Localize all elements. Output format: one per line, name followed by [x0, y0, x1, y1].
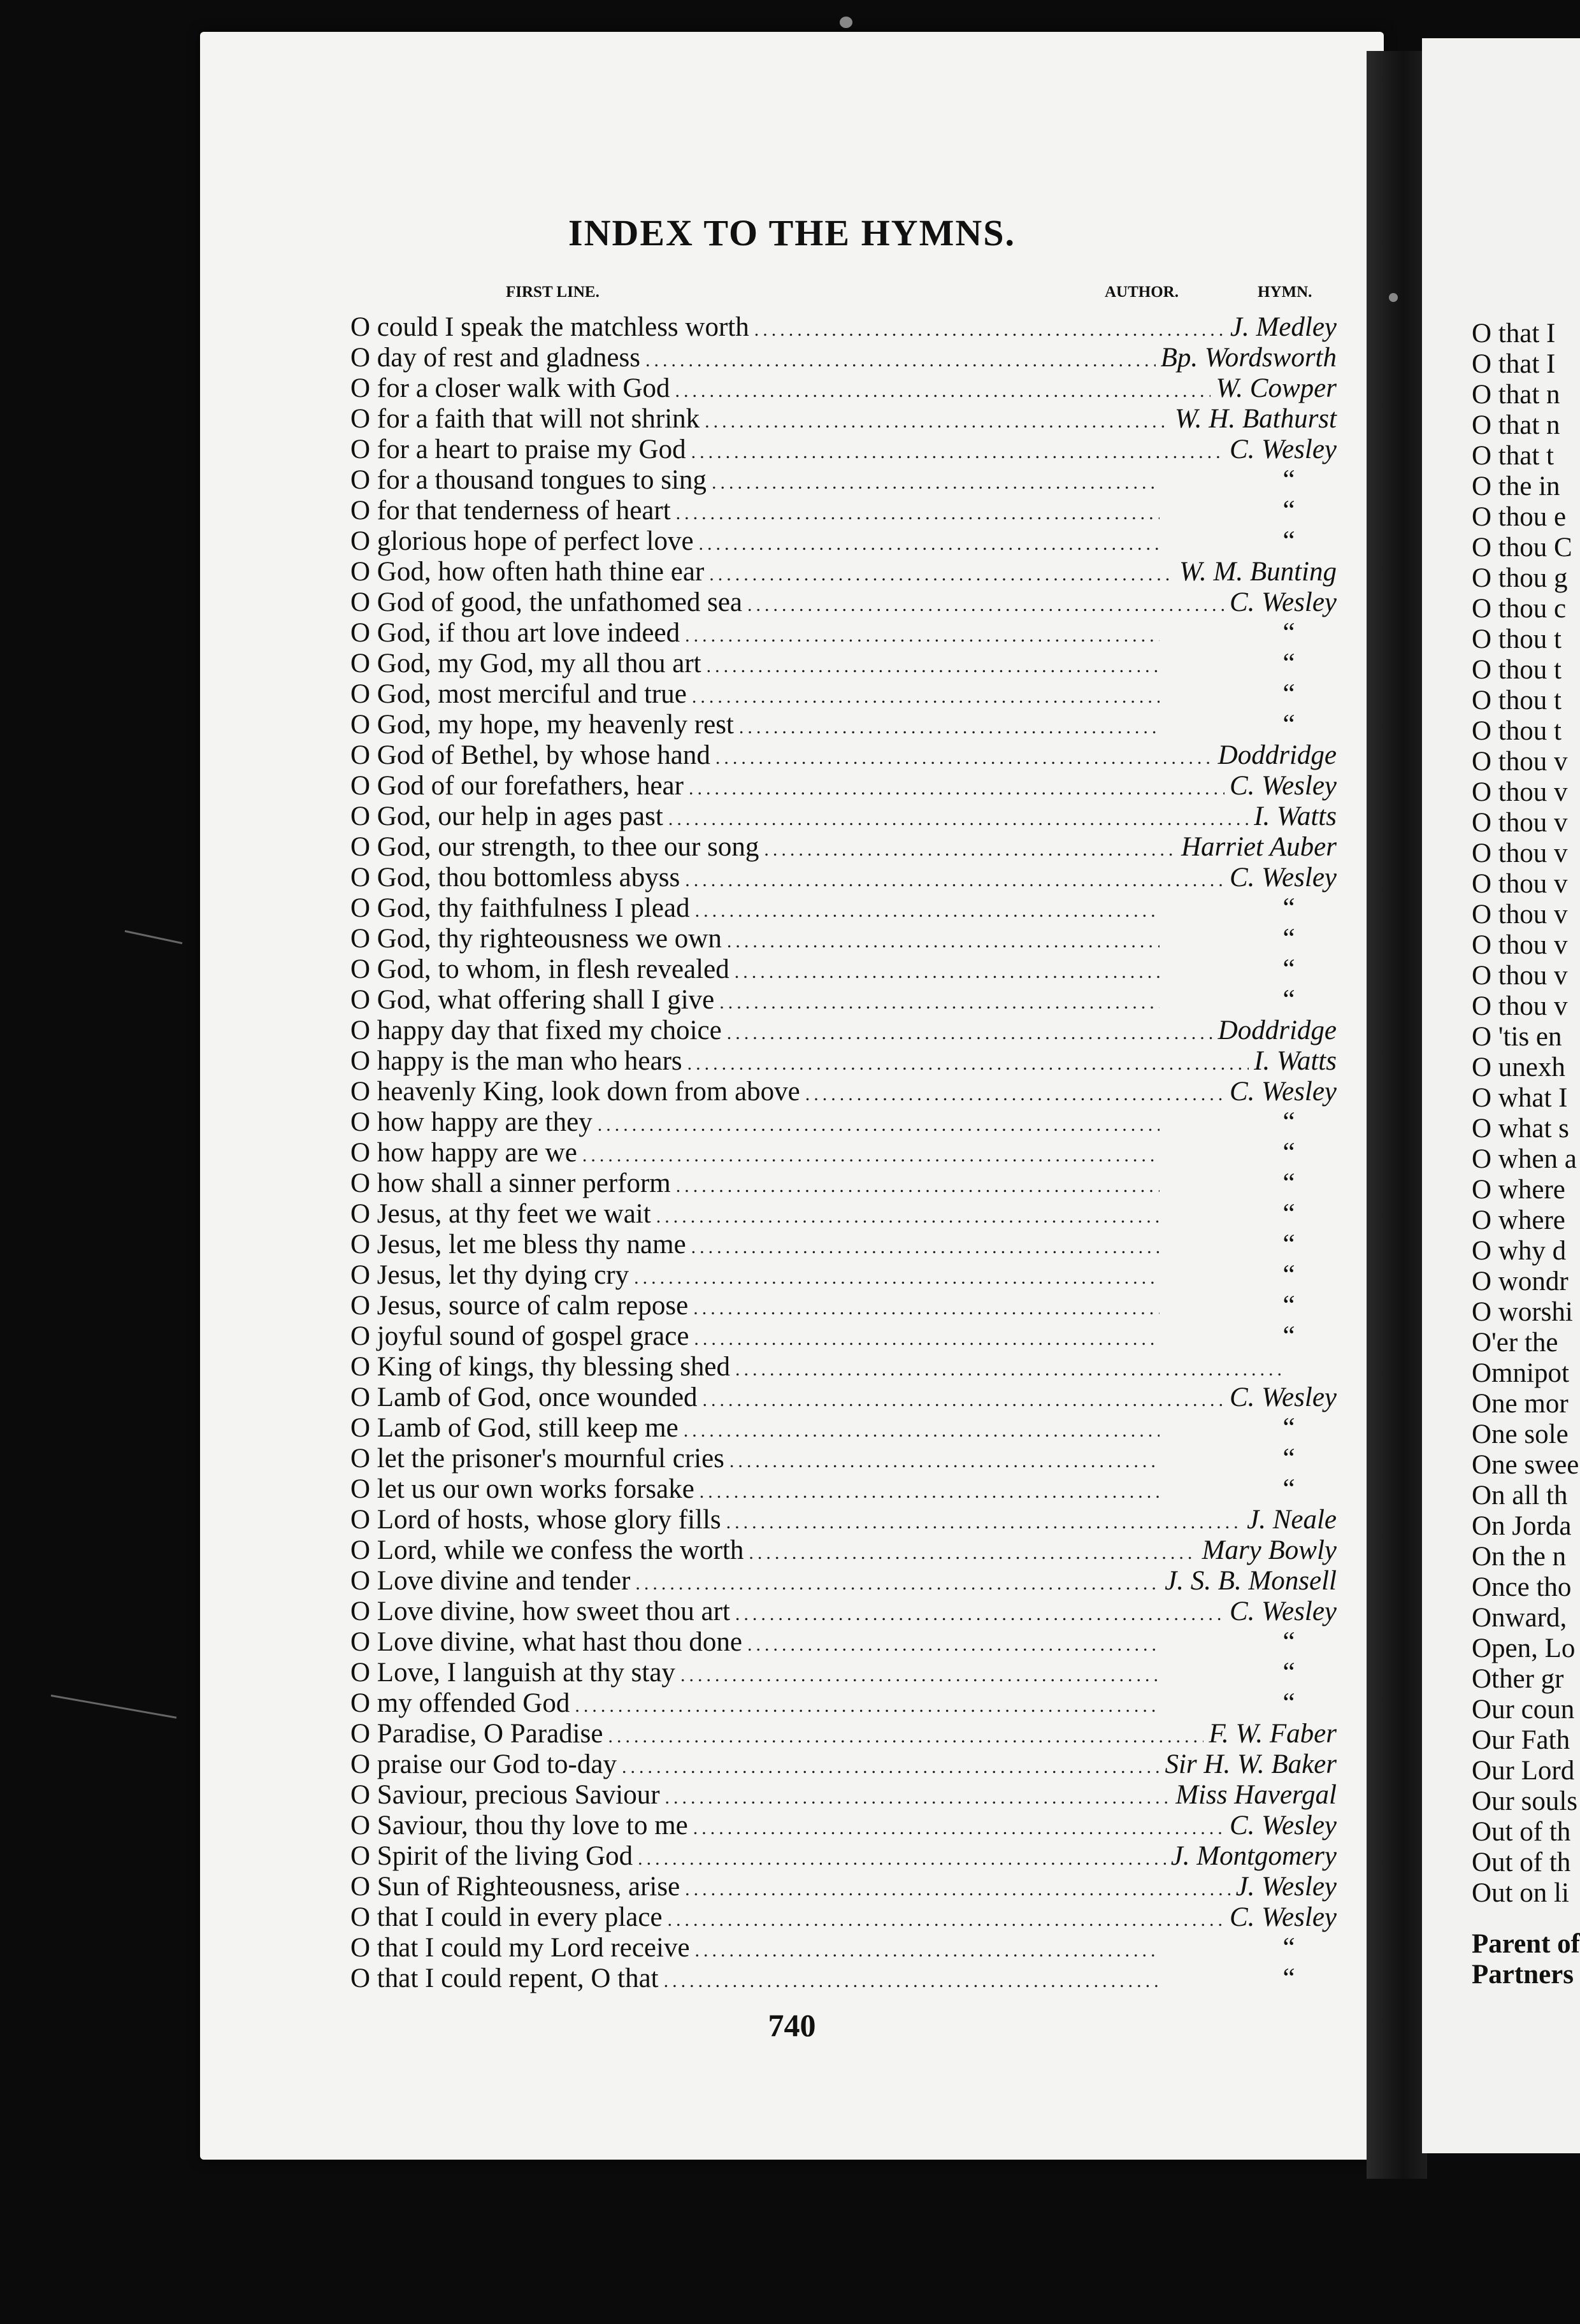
entry-author: “: [1282, 1963, 1295, 1993]
right-index-entry: Open, Lo: [1472, 1633, 1576, 1663]
index-entry: [350, 893, 1408, 924]
dot-leader: [729, 1446, 1160, 1477]
index-entry: [350, 1107, 1408, 1138]
entry-first-line: O God, our strength, to thee our song: [350, 832, 759, 862]
entry-first-line: O let us our own works forsake: [350, 1474, 694, 1504]
entry-first-line: O heavenly King, look down from above: [350, 1077, 800, 1107]
entry-first-line: O that I could my Lord receive: [350, 1933, 690, 1963]
entry-first-line: O God, thou bottomless abyss: [350, 863, 680, 893]
index-entry: [350, 924, 1408, 954]
dot-leader: [685, 620, 1160, 651]
index-entry: [350, 1627, 1408, 1658]
entry-first-line: O Lord, while we confess the worth: [350, 1535, 744, 1565]
index-entry: [350, 373, 1408, 404]
dot-leader: [693, 1293, 1160, 1324]
dot-leader: [739, 712, 1160, 743]
index-entry: [350, 404, 1408, 434]
entry-first-line: O Jesus, source of calm repose: [350, 1291, 689, 1321]
entry-author: Bp. Wordsworth: [1160, 343, 1337, 373]
right-index-entry: O thou t: [1472, 716, 1562, 746]
right-index-entry: O thou v: [1472, 838, 1568, 868]
index-entry: [350, 496, 1408, 526]
entry-first-line: O King of kings, thy blessing shed: [350, 1352, 731, 1382]
index-entry: [350, 1046, 1408, 1077]
right-page: [1422, 38, 1580, 2153]
right-index-entry: O thou v: [1472, 991, 1568, 1021]
dot-leader: [709, 559, 1174, 590]
dot-leader: [684, 1416, 1160, 1446]
entry-first-line: O God, if thou art love indeed: [350, 618, 680, 648]
index-entry: [350, 1872, 1408, 1902]
right-index-entry: O that I: [1472, 319, 1556, 348]
entry-first-line: O Love, I languish at thy stay: [350, 1658, 675, 1688]
entry-first-line: O Lamb of God, once wounded: [350, 1382, 698, 1412]
entry-first-line: O Love divine, what hast thou done: [350, 1627, 743, 1657]
entry-author: C. Wesley: [1230, 587, 1337, 617]
dust-speck: [1389, 293, 1398, 302]
entry-first-line: O Jesus, let thy dying cry: [350, 1260, 629, 1290]
right-index-entry: O thou v: [1472, 777, 1568, 807]
entry-author: C. Wesley: [1230, 434, 1337, 464]
entry-author: “: [1282, 649, 1295, 678]
index-entry: [350, 1474, 1408, 1505]
entry-first-line: O that I could in every place: [350, 1902, 663, 1932]
entry-first-line: O praise our God to-day: [350, 1749, 617, 1779]
right-index-entry: O wondr: [1472, 1266, 1569, 1296]
index-entry: [350, 1719, 1408, 1749]
entry-author: “: [1282, 1688, 1295, 1718]
dot-leader: [805, 1079, 1224, 1110]
right-index-entry: O the in: [1472, 471, 1560, 501]
film-scratch: [51, 1695, 176, 1719]
entry-author: “: [1282, 1933, 1295, 1963]
index-entry: [350, 1444, 1408, 1474]
index-entry: [350, 1230, 1408, 1260]
entry-author: “: [1282, 1168, 1295, 1198]
entry-author: W. H. Bathurst: [1174, 404, 1337, 434]
page-title: INDEX TO THE HYMNS.: [568, 212, 1016, 254]
entry-author: Harriet Auber: [1181, 832, 1337, 862]
dot-leader: [598, 1110, 1160, 1140]
entry-author: “: [1282, 1199, 1295, 1229]
entry-author: Doddridge: [1217, 740, 1337, 770]
entry-author: W. M. Bunting: [1179, 557, 1337, 587]
right-index-entry: O thou g: [1472, 563, 1568, 593]
right-index-entry: Out on li: [1472, 1878, 1569, 1908]
entry-author: “: [1282, 710, 1295, 740]
entry-author: J. Montgomery: [1170, 1841, 1337, 1871]
entry-first-line: O happy day that fixed my choice: [350, 1015, 722, 1045]
entry-author: C. Wesley: [1230, 1902, 1337, 1932]
film-scratch: [125, 930, 183, 944]
entry-first-line: O Jesus, let me bless thy name: [350, 1230, 686, 1259]
dot-leader: [668, 1905, 1224, 1935]
dot-leader: [754, 315, 1225, 345]
dot-leader: [695, 1935, 1160, 1966]
entry-first-line: O could I speak the matchless worth: [350, 312, 749, 342]
entry-author: “: [1282, 1138, 1295, 1168]
dot-leader: [735, 957, 1160, 987]
entry-first-line: O God, our help in ages past: [350, 801, 663, 831]
entry-first-line: O for a thousand tongues to sing: [350, 465, 707, 495]
right-index-entry: O what s: [1472, 1114, 1569, 1144]
dust-speck: [840, 17, 852, 28]
entry-author: “: [1282, 1444, 1295, 1474]
dot-leader: [691, 1232, 1160, 1263]
entry-first-line: O happy is the man who hears: [350, 1046, 682, 1076]
entry-first-line: O Lamb of God, still keep me: [350, 1413, 679, 1443]
entry-first-line: O God, what offering shall I give: [350, 985, 715, 1015]
index-entry: [350, 1566, 1408, 1596]
index-entry: [350, 312, 1408, 343]
index-entry: [350, 1505, 1408, 1535]
index-entry: [350, 863, 1408, 893]
header-first-line: FIRST LINE.: [506, 283, 600, 301]
entry-first-line: O for that tenderness of heart: [350, 496, 671, 526]
entry-first-line: O how happy are they: [350, 1107, 592, 1137]
index-entry: [350, 1260, 1408, 1291]
entry-first-line: O glorious hope of perfect love: [350, 526, 694, 556]
dot-leader: [699, 529, 1160, 559]
entry-author: “: [1282, 1107, 1295, 1137]
index-entry: [350, 465, 1408, 496]
index-entry: [350, 1015, 1408, 1046]
entry-author: “: [1282, 526, 1295, 556]
entry-first-line: O Lord of hosts, whose glory fills: [350, 1505, 721, 1535]
entry-first-line: O God, thy righteousness we own: [350, 924, 722, 954]
right-index-entry: One mor: [1472, 1389, 1569, 1419]
section-gap: [1472, 1909, 1580, 1929]
entry-first-line: O how happy are we: [350, 1138, 577, 1168]
index-entry: [350, 1933, 1408, 1963]
dot-leader: [693, 1813, 1224, 1844]
dot-leader: [680, 1660, 1160, 1691]
right-index-entry: Our coun: [1472, 1695, 1575, 1725]
dot-leader: [694, 1324, 1160, 1354]
index-entry: [350, 343, 1408, 373]
entry-first-line: O Sun of Righteousness, arise: [350, 1872, 680, 1902]
right-index-entry: O 'tis en: [1472, 1022, 1562, 1052]
right-index-entry: Our Fath: [1472, 1725, 1570, 1755]
entry-author: “: [1282, 985, 1295, 1015]
entry-author: C. Wesley: [1230, 771, 1337, 801]
right-index-entry: O that t: [1472, 441, 1554, 471]
hymn-index-list: [350, 312, 1408, 1994]
entry-author: “: [1282, 893, 1295, 923]
entry-author: “: [1282, 1474, 1295, 1504]
index-entry: [350, 1168, 1408, 1199]
index-entry: [350, 1413, 1408, 1444]
entry-first-line: O how shall a sinner perform: [350, 1168, 671, 1198]
dot-leader: [634, 1263, 1160, 1293]
entry-first-line: O God, my God, my all thou art: [350, 649, 701, 678]
index-entry: [350, 1841, 1408, 1872]
right-index-entry: Partners: [1472, 1960, 1574, 1990]
right-index-entry: O when a: [1472, 1144, 1577, 1174]
entry-author: “: [1282, 1658, 1295, 1688]
column-headers: [200, 283, 1384, 309]
index-entry: [350, 1291, 1408, 1321]
index-entry: [350, 1902, 1408, 1933]
right-index-entry: Parent of: [1472, 1929, 1580, 1959]
page-number: 740: [768, 2007, 816, 2043]
entry-author: “: [1282, 1627, 1295, 1657]
right-index-entry: O thou c: [1472, 594, 1567, 624]
right-index-entry: Other gr: [1472, 1664, 1564, 1694]
entry-first-line: O for a heart to praise my God: [350, 434, 686, 464]
right-index-entry: On Jorda: [1472, 1511, 1572, 1541]
right-index-entry: O what I: [1472, 1083, 1568, 1113]
entry-author: “: [1282, 924, 1295, 954]
right-index-entry: O thou v: [1472, 961, 1568, 991]
right-index-entry: O worshi: [1472, 1297, 1573, 1327]
entry-author: Doddridge: [1217, 1015, 1337, 1045]
entry-author: “: [1282, 618, 1295, 648]
index-entry: [350, 1963, 1408, 1994]
entry-author: “: [1282, 496, 1295, 526]
dot-leader: [735, 1354, 1281, 1385]
entry-author: W. Cowper: [1216, 373, 1337, 403]
entry-author: “: [1282, 1321, 1295, 1351]
header-author: AUTHOR.: [1105, 283, 1179, 301]
right-index-entry: O thou v: [1472, 808, 1568, 838]
right-index-entry: O that n: [1472, 380, 1560, 410]
dot-leader: [668, 804, 1249, 835]
entry-author: “: [1282, 465, 1295, 495]
index-entry: [350, 985, 1408, 1015]
entry-author: J. Neale: [1247, 1505, 1337, 1535]
dot-leader: [689, 773, 1224, 804]
entry-author: I. Watts: [1254, 801, 1337, 831]
dot-leader: [727, 1018, 1213, 1049]
dot-leader: [685, 1874, 1230, 1905]
index-entry: [350, 1780, 1408, 1811]
entry-author: “: [1282, 679, 1295, 709]
entry-first-line: O God, how often hath thine ear: [350, 557, 705, 587]
dot-leader: [735, 1599, 1224, 1630]
right-index-entry: Onward,: [1472, 1603, 1567, 1633]
entry-first-line: O Paradise, O Paradise: [350, 1719, 603, 1749]
dot-leader: [656, 1201, 1160, 1232]
right-index-entry: Omnipot: [1472, 1358, 1569, 1388]
dot-leader: [638, 1844, 1166, 1874]
entry-author: F. W. Faber: [1209, 1719, 1337, 1749]
entry-author: C. Wesley: [1230, 1811, 1337, 1840]
right-index-entry: One sole: [1472, 1419, 1569, 1449]
dot-leader: [622, 1752, 1160, 1782]
entry-author: J. S. B. Monsell: [1165, 1566, 1337, 1596]
entry-author: Sir H. W. Baker: [1165, 1749, 1337, 1779]
entry-author: Mary Bowly: [1202, 1535, 1337, 1565]
dot-leader: [712, 468, 1160, 498]
entry-first-line: O God of good, the unfathomed sea: [350, 587, 742, 617]
index-entry: [350, 1077, 1408, 1107]
entry-author: C. Wesley: [1230, 1596, 1337, 1626]
entry-first-line: O my offended God: [350, 1688, 570, 1718]
entry-first-line: O Saviour, precious Saviour: [350, 1780, 660, 1810]
entry-author: J. Medley: [1230, 312, 1337, 342]
dot-leader: [747, 1630, 1160, 1660]
index-entry: [350, 710, 1408, 740]
right-index-entry: O thou t: [1472, 685, 1562, 715]
dot-leader: [695, 896, 1160, 926]
dot-leader: [691, 437, 1224, 468]
dot-leader: [675, 376, 1211, 406]
dot-leader: [687, 1049, 1249, 1079]
entry-first-line: O Jesus, at thy feet we wait: [350, 1199, 651, 1229]
index-entry: [350, 618, 1408, 649]
entry-first-line: O God, to whom, in flesh revealed: [350, 954, 729, 984]
entry-first-line: O Saviour, thou thy love to me: [350, 1811, 688, 1840]
dot-leader: [726, 1507, 1242, 1538]
entry-first-line: O God of Bethel, by whose hand: [350, 740, 710, 770]
right-index-entry: O thou e: [1472, 502, 1567, 532]
index-entry: [350, 801, 1408, 832]
right-index-entry: Our souls: [1472, 1786, 1578, 1816]
entry-author: C. Wesley: [1230, 863, 1337, 893]
index-entry: [350, 1596, 1408, 1627]
index-entry: [350, 1352, 1408, 1382]
entry-author: Miss Havergal: [1175, 1780, 1337, 1810]
right-index-entry: O thou v: [1472, 747, 1568, 777]
dot-leader: [727, 926, 1160, 957]
dot-leader: [685, 865, 1224, 896]
entry-first-line: O God of our forefathers, hear: [350, 771, 684, 801]
entry-first-line: O joyful sound of gospel grace: [350, 1321, 689, 1351]
right-index-entry: Our Lord: [1472, 1756, 1575, 1786]
entry-author: “: [1282, 1413, 1295, 1443]
entry-author: C. Wesley: [1230, 1077, 1337, 1107]
index-entry: [350, 1535, 1408, 1566]
dot-leader: [575, 1691, 1160, 1721]
entry-author: “: [1282, 1291, 1295, 1321]
entry-first-line: O Love divine and tender: [350, 1566, 631, 1596]
entry-author: I. Watts: [1254, 1046, 1337, 1076]
right-index-entry: O where: [1472, 1205, 1565, 1235]
dot-leader: [719, 987, 1160, 1018]
right-index-entry: O'er the: [1472, 1328, 1558, 1358]
index-entry: [350, 526, 1408, 557]
dot-leader: [749, 1538, 1196, 1568]
right-index-entry: O that I: [1472, 349, 1556, 379]
entry-first-line: O God, my hope, my heavenly rest: [350, 710, 734, 740]
index-entry: [350, 1749, 1408, 1780]
index-entry: [350, 1321, 1408, 1352]
entry-author: J. Wesley: [1235, 1872, 1337, 1902]
right-index-entry: O unexh: [1472, 1052, 1565, 1082]
entry-author: C. Wesley: [1230, 1382, 1337, 1412]
entry-first-line: O Love divine, how sweet thou art: [350, 1596, 730, 1626]
right-index-entry: One swee: [1472, 1450, 1579, 1480]
index-entry: [350, 434, 1408, 465]
index-entry: [350, 1688, 1408, 1719]
entry-author: “: [1282, 954, 1295, 984]
left-page: [200, 32, 1384, 2160]
index-entry: [350, 1658, 1408, 1688]
right-index-entry: O why d: [1472, 1236, 1567, 1266]
right-index-entry: O thou C: [1472, 533, 1572, 563]
dot-leader: [608, 1721, 1203, 1752]
index-entry: [350, 1811, 1408, 1841]
right-index-entry: On all th: [1472, 1481, 1568, 1510]
index-entry: [350, 1382, 1408, 1413]
dot-leader: [635, 1568, 1160, 1599]
right-index-entry: O thou v: [1472, 869, 1568, 899]
right-index-entry: Out of th: [1472, 1817, 1571, 1847]
dot-leader: [707, 651, 1160, 682]
right-index-entry: O thou v: [1472, 930, 1568, 960]
index-entry: [350, 587, 1408, 618]
dot-leader: [692, 682, 1160, 712]
dot-leader: [703, 1385, 1224, 1416]
book-gutter: [1367, 51, 1427, 2179]
entry-first-line: O for a faith that will not shrink: [350, 404, 700, 434]
dot-leader: [764, 835, 1176, 865]
right-index-entry: O that n: [1472, 410, 1560, 440]
index-entry: [350, 649, 1408, 679]
entry-first-line: O that I could repent, O that: [350, 1963, 659, 1993]
right-index-entry: O thou v: [1472, 900, 1568, 929]
entry-first-line: O God, thy faithfulness I plead: [350, 893, 690, 923]
dot-leader: [645, 345, 1156, 376]
dot-leader: [664, 1966, 1160, 1997]
right-index-entry: O thou t: [1472, 655, 1562, 685]
entry-first-line: O God, most merciful and true: [350, 679, 687, 709]
entry-author: “: [1282, 1260, 1295, 1290]
entry-first-line: O Spirit of the living God: [350, 1841, 633, 1871]
right-page-index-list: [1472, 319, 1580, 1990]
index-entry: [350, 679, 1408, 710]
dot-leader: [747, 590, 1224, 620]
header-hymn: HYMN.: [1258, 283, 1312, 301]
dot-leader: [715, 743, 1213, 773]
index-entry: [350, 954, 1408, 985]
right-index-entry: O thou t: [1472, 624, 1562, 654]
index-entry: [350, 1199, 1408, 1230]
right-index-entry: O where: [1472, 1175, 1565, 1205]
right-index-entry: Out of th: [1472, 1847, 1571, 1877]
dot-leader: [700, 1477, 1160, 1507]
dot-leader: [582, 1140, 1160, 1171]
index-entry: [350, 771, 1408, 801]
dot-leader: [705, 406, 1170, 437]
index-entry: [350, 832, 1408, 863]
dot-leader: [676, 1171, 1160, 1201]
dot-leader: [676, 498, 1160, 529]
index-entry: [350, 557, 1408, 587]
entry-first-line: O day of rest and gladness: [350, 343, 640, 373]
right-index-entry: On the n: [1472, 1542, 1567, 1572]
entry-first-line: O for a closer walk with God: [350, 373, 670, 403]
dot-leader: [665, 1782, 1171, 1813]
entry-first-line: O let the prisoner's mournful cries: [350, 1444, 724, 1474]
entry-author: “: [1282, 1230, 1295, 1259]
index-entry: [350, 1138, 1408, 1168]
index-entry: [350, 740, 1408, 771]
right-index-entry: Once tho: [1472, 1572, 1572, 1602]
